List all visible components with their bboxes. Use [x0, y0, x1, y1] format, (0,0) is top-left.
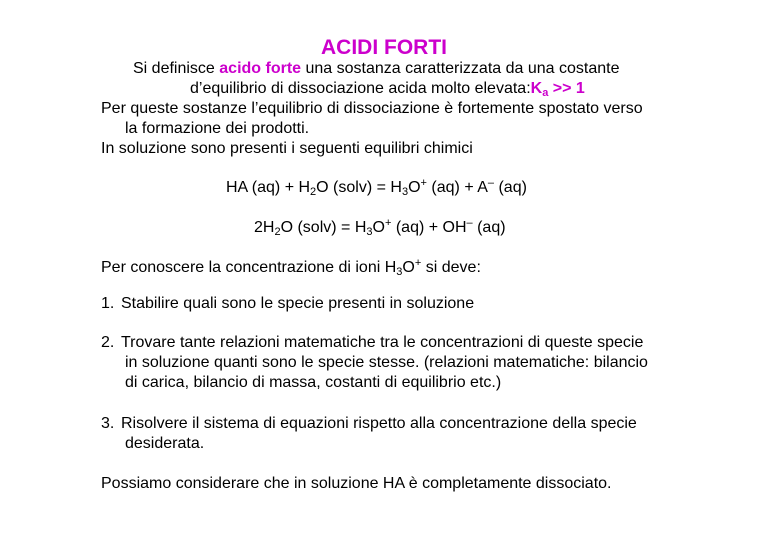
- para3-text: In soluzione sono presenti i seguenti equilibri chimici: [101, 140, 473, 157]
- para4-text: [101, 258, 481, 278]
- equation-1: [226, 178, 527, 198]
- eq1-sup-d: –: [487, 177, 495, 189]
- eq1-part-a: HA (aq) + H: [226, 179, 311, 196]
- ka-symbol: K: [530, 80, 543, 97]
- intro-text-1: Si definisce: [133, 60, 220, 77]
- step-1-number: 1.: [101, 295, 115, 312]
- intro-line-1: [133, 59, 619, 79]
- para4-part-c: si deve:: [421, 259, 481, 276]
- step-3-line-1: Risolvere il sistema di equazioni rispetto alla concentrazione della specie: [121, 415, 637, 432]
- step-1-line-1: Stabilire quali sono le specie presenti in soluzione: [121, 295, 475, 312]
- eq1-part-c: O: [408, 179, 421, 196]
- step-3-line-2: desiderata.: [125, 435, 205, 452]
- eq2-part-b: O (solv) = H: [280, 219, 367, 236]
- intro-text-3: d’equilibrio di dissociazione acida molto elevata:: [190, 80, 531, 97]
- step-2-line-3: di carica, bilancio di massa, costanti di equilibrio etc.): [125, 374, 502, 391]
- step-1: [101, 294, 474, 314]
- ka-inequality: >> 1: [548, 80, 585, 97]
- para4-part-a: Per conoscere la concentrazione di ioni H: [101, 259, 397, 276]
- slide-title: ACIDI FORTI: [321, 36, 447, 59]
- eq1-sub-b: 3: [401, 186, 409, 198]
- eq1-sub-a: 2: [310, 186, 317, 198]
- eq2-part-a: 2H: [254, 219, 275, 236]
- step-2-number: 2.: [101, 334, 115, 351]
- eq2-sub-b: 3: [366, 226, 373, 238]
- para4-sup-b: +: [414, 257, 422, 269]
- eq1-sup-c: +: [420, 177, 427, 189]
- para2-line-2: la formazione dei prodotti.: [125, 120, 310, 137]
- intro-text-2: una sostanza caratterizzata da una costante: [301, 60, 620, 77]
- eq2-part-c: O: [372, 219, 385, 236]
- eq2-sup-d: –: [466, 217, 473, 229]
- eq2-sub-a: 2: [274, 226, 281, 238]
- step-2-line-2: in soluzione quanti sono le specie stesse. (relazioni matematiche: bilancio: [125, 354, 648, 371]
- eq2-part-d: (aq) + OH: [391, 219, 467, 236]
- eq2-part-e: (aq): [472, 219, 506, 236]
- eq1-part-e: (aq): [494, 179, 527, 196]
- ka-condition: [531, 80, 585, 97]
- eq2-sup-c: +: [384, 217, 392, 229]
- equation-2: [254, 218, 506, 238]
- para4-part-b: O: [402, 259, 415, 276]
- eq1-part-d: (aq) + A: [426, 179, 488, 196]
- para2-line-1: Per queste sostanze l’equilibrio di dissociazione è fortemente spostato verso: [101, 100, 643, 117]
- step-3-line-1-row: [101, 414, 637, 434]
- intro-line-2: [190, 79, 585, 99]
- step-3-number: 3.: [101, 415, 115, 432]
- conclusion-text: Possiamo considerare che in soluzione HA è completamente dissociato.: [101, 475, 612, 492]
- acido-forte-highlight: acido forte: [219, 60, 302, 77]
- ka-subscript: a: [542, 87, 549, 99]
- eq1-part-b: O (solv) = H: [316, 179, 402, 196]
- step-2-line-1: Trovare tante relazioni matematiche tra le concentrazioni di queste specie: [121, 334, 644, 351]
- step-2-line-1-row: [101, 333, 643, 353]
- para4-sub-a: 3: [396, 266, 403, 278]
